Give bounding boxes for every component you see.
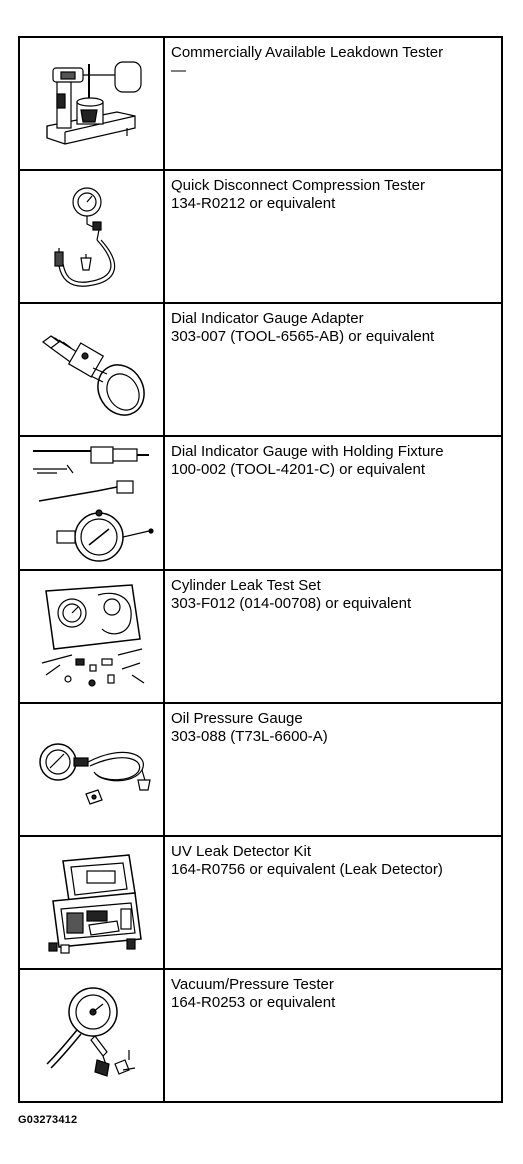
oil-pressure-gauge-icon (32, 724, 152, 814)
tool-name: Vacuum/Pressure Tester (171, 975, 334, 993)
tool-description-cell (164, 969, 502, 1102)
tool-description-cell (164, 37, 502, 170)
tool-description-cell (164, 836, 502, 969)
tool-illustration-cell (19, 570, 164, 703)
tool-part-number: — (171, 62, 186, 79)
tool-illustration-cell (19, 703, 164, 836)
table-row (19, 836, 502, 969)
tool-illustration-cell (19, 37, 164, 170)
tool-part-number: 303-088 (T73L-6600-A) (171, 727, 328, 745)
leakdown-tester-icon (37, 54, 147, 154)
tool-name: Commercially Available Leakdown Tester (171, 44, 444, 61)
tool-part-number: 303-F012 (014-00708) or equivalent (171, 594, 412, 612)
tool-description-cell (164, 170, 502, 303)
table-row (19, 303, 502, 436)
tool-name: Dial Indicator Gauge Adapter (171, 310, 364, 328)
tool-description-cell (164, 303, 502, 436)
figure-id: G03273412 (18, 1114, 78, 1126)
table-row (19, 436, 502, 569)
dial-indicator-icon (27, 443, 157, 563)
table-row (19, 170, 502, 303)
tool-part-number: 100-002 (TOOL-4201-C) or equivalent (171, 461, 426, 479)
tool-name: UV Leak Detector Kit (171, 842, 312, 860)
tool-part-number: 164-R0756 or equivalent (Leak Detector) (171, 860, 443, 878)
tool-name: Cylinder Leak Test Set (171, 576, 321, 594)
tool-description-cell (164, 570, 502, 703)
tool-illustration-cell (19, 170, 164, 303)
tool-illustration-cell (19, 303, 164, 436)
table-row (19, 969, 502, 1102)
compression-tester-icon (47, 182, 137, 292)
tool-name: Quick Disconnect Compression Tester (171, 177, 425, 195)
tool-part-number: 134-R0212 or equivalent (171, 195, 336, 213)
uv-leak-detector-kit-icon (37, 847, 147, 957)
gauge-adapter-icon (37, 320, 147, 420)
tool-illustration-cell (19, 436, 164, 569)
vacuum-pressure-tester-icon (37, 980, 147, 1090)
tool-table (18, 36, 503, 1103)
table-row (19, 703, 502, 836)
table-row (19, 570, 502, 703)
tool-illustration-cell (19, 836, 164, 969)
tool-name: Oil Pressure Gauge (171, 709, 303, 727)
tool-part-number: 164-R0253 or equivalent (171, 993, 336, 1011)
tool-name: Dial Indicator Gauge with Holding Fixture (171, 443, 444, 461)
table-row (19, 37, 502, 170)
leak-test-set-icon (32, 579, 152, 694)
tool-illustration-cell (19, 969, 164, 1102)
tool-part-number: 303-007 (TOOL-6565-AB) or equivalent (171, 328, 435, 346)
tool-description-cell (164, 703, 502, 836)
tool-description-cell (164, 436, 502, 569)
